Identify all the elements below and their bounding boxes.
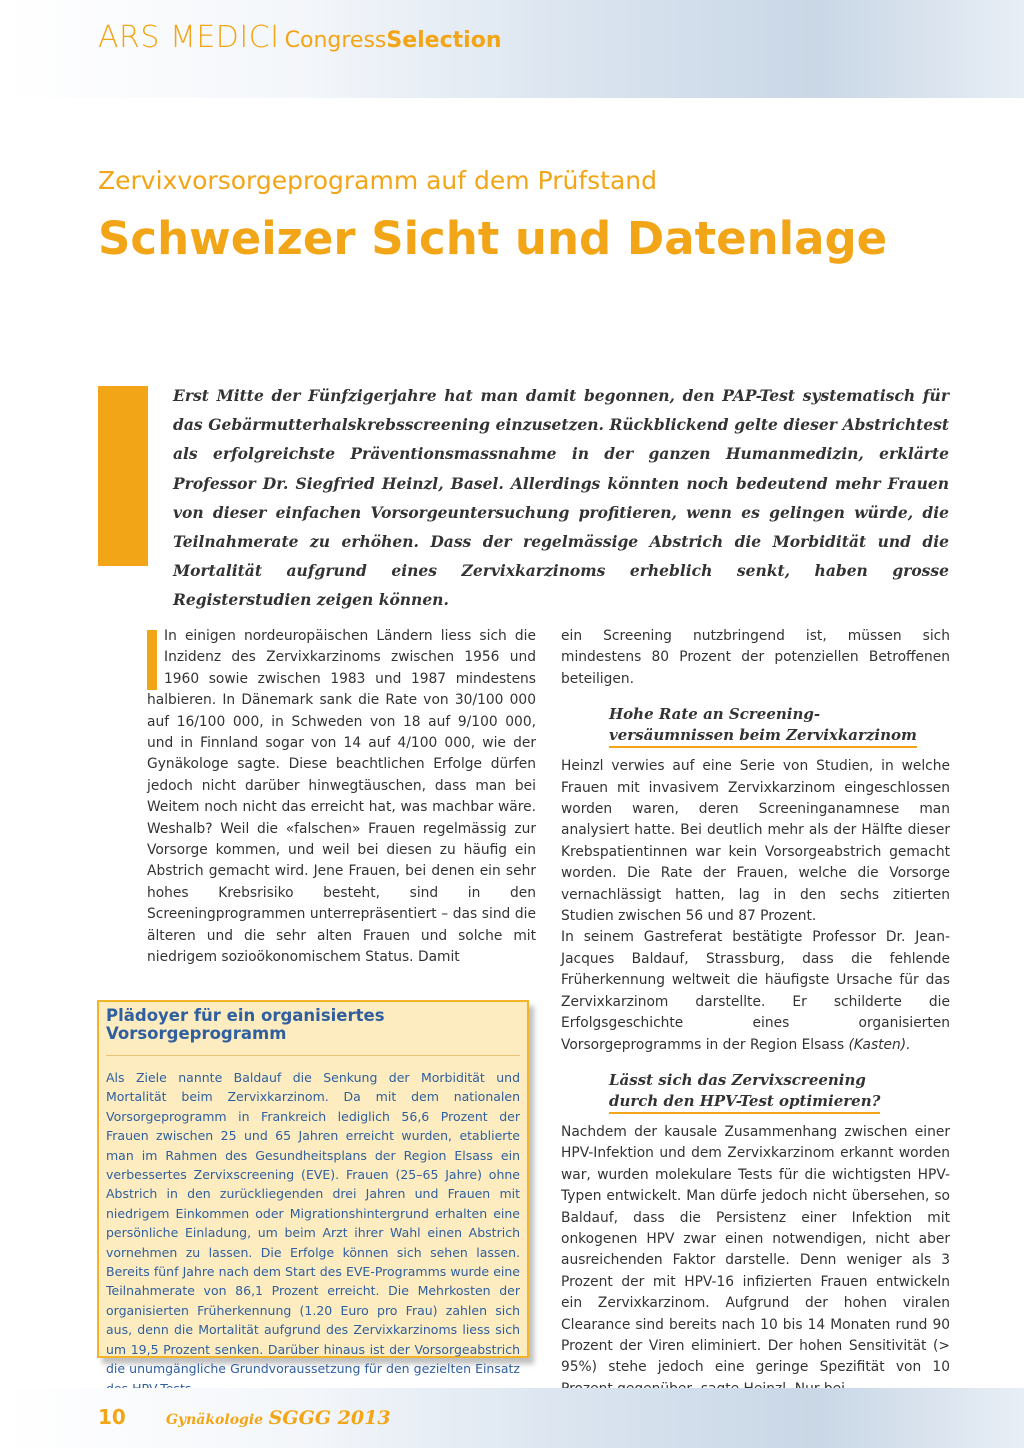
journal-issue: SGGG 2013 (268, 1407, 391, 1429)
subheading-line: Lässt sich das Zervixscreening (609, 1070, 866, 1089)
subheading-hpv (609, 1070, 950, 1114)
sidebar-box-title: Plädoyer für ein organisiertes Vorsorgeprogramm (106, 1007, 520, 1056)
article-lead: Erst Mitte der Fünfzigerjahre hat man damit begonnen, den PAP-Test systematisch für das Gebärmutterhalskrebsscreening einzusetzen. Rückblickend gelte dieser Abstrichtest als erfolgreichste Präventionsmassnahme in der ganzen Humanmedizin, erklärte Professor Dr. Siegfried Heinzl, Basel. Allerdings könnten noch bedeutend mehr Frauen von dieser einfachen Vorsorgeuntersuchung profitieren, wenn es gelingen würde, die Teilnahmerate zu erhöhen. Dass der regelmässige Abstrich die Morbidität und die Mortalität aufgrund eines Zervixkarzinoms erheblich senkt, haben grosse Registerstudien zeigen können. (173, 386, 949, 610)
body-paragraph: Nachdem der kausale Zusammenhang zwischen einer HPV-Infektion und dem Zervixkarzinom erkannt worden war, wurden molekulare Tests für die wichtigsten HPV-Typen entwickelt. Man dürfe jedoch nicht übersehen, so Baldauf, dass die Persistenz einer Infektion mit onkogenen HPV zwar einen notwendigen, nicht aber ausreichenden Faktor darstelle. Denn weniger als 3 Prozent der mit HPV-16 infizierten Frauen entwickeln ein Zervixkarzinom. Aufgrund der hohen viralen Clearance sind bereits nach 10 bis 14 Monaten rund 90 Prozent der Viren eliminiert. Der hohen Sensitivität (> 95%) stehe jedoch eine geringe Spezifität von 10 (561, 1123, 950, 1376)
sidebar-box (97, 1000, 529, 1377)
body-paragraph: ein Screening nutzbringend ist, müssen sich mindestens 80 Prozent der potenziellen Betroffenen beteiligen. (561, 628, 950, 687)
box-reference: (Kasten). (848, 1036, 911, 1053)
journal-name: Gynäkologie (166, 1412, 264, 1428)
article-title: Schweizer Sicht und Datenlage (98, 212, 888, 265)
body-paragraph (561, 927, 950, 1055)
body-text: In seinem Gastreferat bestätigte Professor Dr. Jean-Jacques Baldauf, Strassburg, dass die fehlende Früherkennung weltweit die häufigste Ursache für das Zervixkarzinom darstellte. Er schilderte die Erfolgsgeschichte eines organisierten Vorsorgeprogramms in der Region Elsass (561, 929, 950, 1053)
article-kicker: Zervixvorsorgeprogramm auf dem Prüfstand (98, 166, 657, 195)
brand-congress: Congress (284, 28, 387, 53)
body-column-right (561, 626, 950, 1400)
subheading-line: durch den HPV-Test optimieren? (609, 1091, 880, 1114)
body-column-left (147, 626, 536, 969)
subheading-line: Hohe Rate an Screening- (609, 705, 821, 724)
drop-cap-bar (147, 630, 157, 690)
body-paragraph: In einigen nordeuropäischen Ländern liess sich die Inzidenz des Zervixkarzinoms zwischen 1956 und 1960 sowie zwischen 1983 und 1987 mindestens halbieren. In Dänemark sank die Rate von 30/100 000 auf 16/100 000, in Schweden von 18 auf 9/100 000, und in Finnland sogar von 14 auf 4/100 000, wie der Gynäkologe sagte. Diese beachtlichen Erfolge dürfen jedoch nicht darüber hinwegtäuschen, dass man bei Weitem noch nicht das erreicht hat, was machbar wäre. Weshalb? Weil die «falschen» Frauen regelmässig zur Vorsorge kommen, und weil bei diesen zu häufig ein Abstrich gemacht wird. Jene Frauen, bei denen ein sehr hohes Krebsrisiko besteht, sind in den Screeningprogrammen unterrepräsentiert – das sind die älteren und die sehr alten Frauen und solche mit niedrigem sozioökonomischem Status. Damit (147, 628, 536, 966)
masthead-logo (98, 20, 501, 55)
brand-ars-medici: ARS MEDICI (98, 20, 280, 55)
brand-selection: Selection (386, 28, 502, 53)
sidebar-box-body: Als Ziele nannte Baldauf die Senkung der Morbidität und Mortalität beim Zervixkarzinom. Da mit dem nationalen Vorsorgeprogramm in Frankreich lediglich 56,6 Prozent der Frauen zwischen 25 und 65 Jahren erreicht wurden, etablierte man im Rahmen des Gesundheitsplans der Region Elsass ein verbessertes Zervixscreening (EVE). Frauen (25–65 Jahre) ohne Abstrich in den zurückliegenden drei Jahren und Frauen mit niedrigem Einkommen oder Migrationshintergrund erhalten eine persönliche Einladung, um beim Arzt ihrer Wahl einen Abstrich vornehmen zu lassen. Die Erfolge können sich sehen lassen. Bereits fünf Jahre nach dem Start des EVE-Programms wurde eine Teilnahmerate von 86,1 Prozent erreicht. Die Mehrkosten der organisierten Früherkennung (1.20 Euro pro Frau) zahlen sich aus, denn die Mortalität aufgrund des Zervixkarzinoms liess sich um 19,5 Prozent senken. Darüber hinaus ist der Vorsorgeabstrich die unumgängliche Grundvoraussetzung für den gezielten Einsatz (106, 1070, 520, 1377)
lead-accent-bar (98, 386, 148, 566)
footer-band (0, 1388, 1024, 1448)
page-number: 10 (98, 1405, 126, 1429)
subheading-line: versäumnissen beim Zervixkarzinom (609, 725, 917, 748)
journal-footer (166, 1407, 391, 1429)
body-paragraph: Heinzl verwies auf eine Serie von Studien, in welche Frauen mit invasivem Zervixkarzinom eingeschlossen worden waren, deren Screeninganamnese man analysiert hatte. Bei deutlich mehr als der Hälfte dieser Krebspatientinnen war kein Vorsorgeabstrich gemacht worden. Die Rate der Frauen, welche die Vorsorge vernachlässigt hatten, lag in den sechs zitierten Studien zwischen 56 und 87 Prozent. (561, 758, 950, 925)
subheading-screening (609, 704, 950, 748)
